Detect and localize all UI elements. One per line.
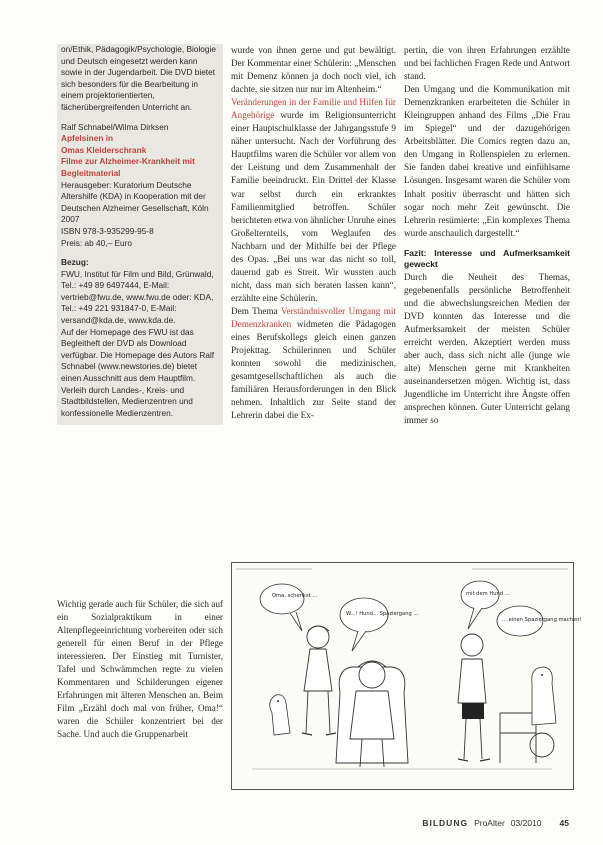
page-number: 45	[559, 818, 569, 828]
bubble-text-2: W...! Hund... Spaziergang ...	[346, 611, 419, 617]
info-price: Preis: ab 40,– Euro	[61, 237, 133, 248]
footer-section: BILDUNG	[422, 818, 469, 828]
col2-paragraph-1: wurde von ihnen gerne und gut bewältigt. Der Kommentar einer Schülerin: „Menschen mit Demenz können ja doch noch viel, ich dachte, sie sitzen nur nur im Altenheim.“	[231, 45, 396, 95]
info-authors: Ralf Schnabel/Wilma Dirksen	[61, 121, 169, 132]
column-1-text	[57, 598, 223, 742]
column-3-text	[404, 44, 570, 427]
col1-paragraph: Wichtig gerade auch für Schüler, die sich auf ein Sozialpraktikum in einer Altenpflegeeinrichtung vorbereiten oder sich generell für einen Beruf in der Pflege interessieren. Der Einstieg mit Turnister, Tafel und Schwämmchen regte zu vielen Kommentaren und Schilderungen eigener Erfahrungen mit älteren Menschen an. Beim Film „Erzähl doch mal von früher, Oma!“ waren die Schüler konzentriert bei der Sache. Und auch die Gruppenarbeit	[57, 599, 223, 740]
info-bezug-label: Bezug:	[61, 257, 89, 268]
bubble-text-1: Oma, schenkst ...	[272, 593, 318, 599]
info-homepage: Auf der Homepage des FWU ist das Begleitheft der DVD als Download verfügbar. Die Homepage des Autors Ralf Schnabel (www.newstories.de) bietet einen Ausschnitt aus dem Hauptfilm.	[61, 326, 215, 384]
section-heading: Fazit: Interesse und Aufmerksamkeit geweckt	[404, 247, 570, 270]
info-title-line1: Apfelsinen in	[61, 133, 114, 144]
col2-highlight-1: Veränderungen in der Familie und Hilfen für Angehörige	[231, 97, 396, 121]
footer-magazine: ProAlter	[474, 818, 505, 828]
column-2-text	[231, 44, 396, 422]
col2-paragraph-2-text: wurde im Religionsunterricht einer Hauptschulklasse der Jahrgangsstufe 9 näher untersucht. Nach der Vorführung des Hauptfilms waren die Schüler vor allem von der Leistung und dem Zusammenhalt der Familie beeindruckt. Ein Drittel der Klasse war selbst durch ein erkranktes Familienmitglied betroffen. Schüler berichteten etwa von ähnlicher Unruhe eines Großelternteils, vom Weglaufen des Nachbarn und der Mithilfe bei der Pflege des Opas. „Bei uns war das nicht so toll, dauernd gab es Streit. Wir wussten auch nicht, dass man sich beraten lassen kann“, erzählte eine Schülerin.	[231, 110, 396, 303]
info-title-line2: Omas Kleiderschrank	[61, 144, 147, 155]
col2-paragraph-2	[231, 96, 396, 305]
info-box	[57, 44, 223, 425]
info-isbn: ISBN 978-3-935299-95-8	[61, 225, 154, 236]
info-distribution: Verleih durch Landes-, Kreis- und Stadtbildstellen, Medienzentren und konfessionelle Medienzentren.	[61, 384, 193, 418]
col3-paragraph-2: Den Umgang und die Kommunikation mit Demenzkranken erarbeiteten die Schüler in Kleingruppen anhand des Films „Die Frau im Spiegel“ und der dazugehörigen Arbeitsblätter. Die Comics regten dazu an, den Umgang in Rollenspielen zu erlernen. Sie fanden dabei kreative und einfühlsame Lösungen. Insgesamt waren die Schüler vom Inhalt positiv überrascht und hätten sich sogar noch mehr Zeit gewünscht. Die Lehrerin resümierte: „Ein komplexes Thema wurde anschaulich dargestellt.“	[404, 84, 570, 238]
col2-paragraph-3	[231, 305, 396, 422]
bubble-text-3: mit dem Hund ...	[466, 591, 510, 597]
col3-paragraph-3: Durch die Neuheit des Themas, gegebenenfalls persönliche Betroffenheit und die abwechslungsreichen Medien der DVD konnten das Interesse und die Aufmerksamkeit der meisten Schüler erreicht werden. Akzeptiert werden muss aber auch, dass sich nicht alle (junge wie alte) Menschen gerne mit Krankheiten auseinandersetzen mögen. Wichtig ist, dass Jugendliche im Unterricht ihre Ängste offen ansprechen können. Guter Unterricht gelang immer so	[404, 271, 570, 426]
cartoon-illustration	[231, 562, 582, 790]
speech-bubble-1	[260, 584, 304, 614]
col2-highlight-2: Verständnisvoller Umgang mit Demenzkranken	[231, 305, 396, 329]
col3-paragraph-1: pertin, die von ihren Erfahrungen erzählte und bei fachlichen Fragen Rede und Antwort stand.	[404, 45, 570, 82]
info-intro: on/Ethik, Pädagogik/Psychologie, Biologie und Deutsch eingesetzt werden kann sowie in der Jugendarbeit. Die DVD bietet sich besonders für die Bearbeitung in einem projektorientierten, fächerübergreifenden Unterricht an.	[61, 44, 216, 112]
cartoon-drawing	[232, 563, 582, 789]
bubble-text-4: ... einen Spaziergang machen!	[502, 617, 582, 623]
info-bezug: FWU, Institut für Film und Bild, Grünwald, Tel.: +49 89 6497444, E-Mail: vertrieb@fwu.de, www.fwu.de oder: KDA, Tel.: +49 221 931847-0, E-Mail: versand@kda.de, www.kda.de.	[61, 268, 214, 326]
footer-issue: 03/2010	[510, 818, 542, 828]
col2-paragraph-3-pre: Dem Thema	[231, 305, 281, 316]
info-publisher: Herausgeber: Kuratorium Deutsche Altershilfe (KDA) in Kooperation mit der Deutschen Alzheimer Gesellschaft, Köln 2007	[61, 179, 209, 225]
col2-paragraph-3-text: widmeten die Pädagogen eines Berufskollegs gleich einen ganzen Projekttag. Schülerinnen und Schüler konnten sowohl die medizinischen, gesamtgesellschaftlichen als auch die familiären Herausforderungen in den Blick nehmen. Inhaltlich zur Seite stand der Lehrerin dabei die Ex-	[231, 318, 396, 421]
page-footer	[422, 818, 569, 828]
info-subtitle: Filme zur Alzheimer-Krankheit mit Begleitmaterial	[61, 156, 195, 178]
